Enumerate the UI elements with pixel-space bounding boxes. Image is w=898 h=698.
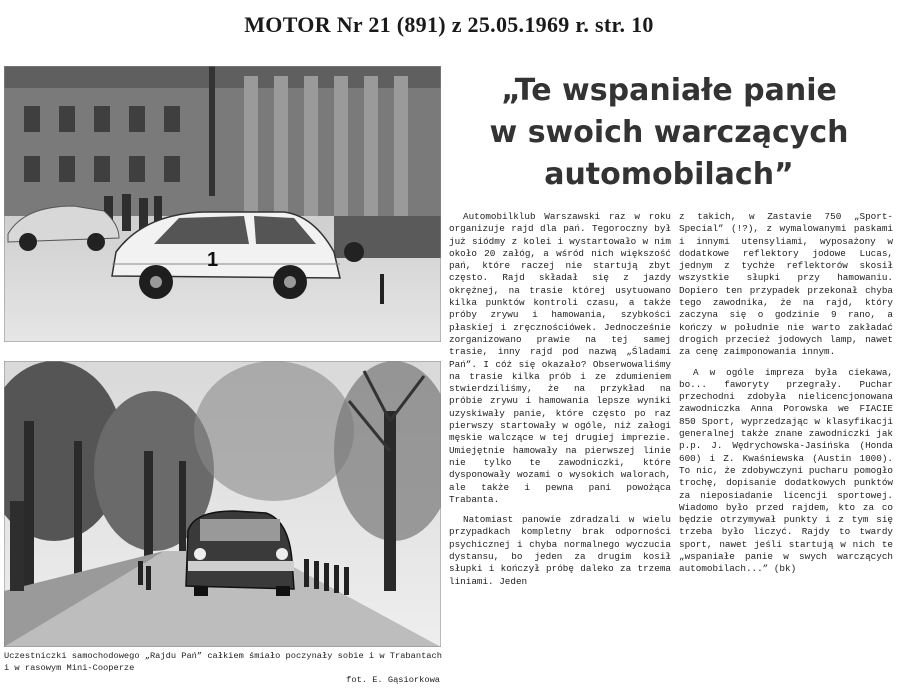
- rally-photo-mini-cooper: [4, 361, 441, 647]
- title-line-1: „Te wspaniałe panie: [501, 73, 837, 108]
- photo-credit: fot. E. Gąsiorkowa: [346, 675, 440, 685]
- article-paragraph: z takich, w Zastavie 750 „Sport-Special” (!?), z wymalowanymi paskami i innymi utensyliami, wyposażony w dodatkowe reflektory jodowe Lucas, jednym z tychże reflektorów skosił wszystkie słupki przy hamowaniu. Dopiero ten przypadek przekonał chyba tego zawodnika, że na rajd, który zaczyna się o godzinie 9 rano, a kończy w południe nie warto zakładać drogich przecież jodowych lamp, nawet za cenę zaimponowania innym.: [679, 211, 893, 358]
- title-line-2: w swoich warczących: [489, 115, 849, 150]
- rally-photo-trabant: [4, 66, 441, 342]
- article-paragraph: A w ogóle impreza była ciekawa, bo... faworyty przegrały. Puchar przechodni zdobyła nielicencjonowana zawodniczka Anna Porowska we FIACIE 850 Sport, wyprzedzając w klasyfikacji generalnej także znane zawodniczki jak p.p. J. Wędrychowska-Jasińska (Honda 600) i Z. Kwaśniewska (Austin 1000). To nic, że zdobywczyni pucharu pomogło trochę, dopisanie dodatkowych punktów za nieposiadanie licencji sportowej. Wiadomo było przed rajdem, kto za co będzie otrzymywał punkty i z tym się trzeba było liczyć. Rajdy to twardy sport, nawet jeśli startują w nich te „wspaniałe panie w swych warczących automobilach...” (bk): [679, 366, 893, 575]
- article-column-1: [449, 211, 671, 698]
- caption-text: Uczestniczki samochodowego „Rajdu Pań” całkiem śmiało poczynały sobie i w Trabantach i w rasowym Mini-Cooperze: [4, 651, 442, 673]
- photo-caption: [4, 650, 444, 686]
- title-line-3: automobilach”: [544, 157, 794, 192]
- article-paragraph: Natomiast panowie zdradzali w wielu przypadkach kompletny brak odporności psychicznej i chyba normalnego wyczucia dystansu, bo jeden za drugim kosił słupki i kończył próbę daleko za trzema liniami. Jeden: [449, 514, 671, 587]
- car-number: 1: [207, 249, 219, 271]
- article-paragraph: Automobilklub Warszawski raz w roku organizuje rajd dla pań. Tegoroczny był już siódmy z kolei i wystartowało w nim około 20 załóg, a wśród nich większość pań, które raczej nie startują zbyt często. Rajd składał się z jazdy okrężnej, na trasie której usytuowano kilka punktów kontroli czasu, a także próby zrywu i hamowania, szybkości płaskiej i zręcznościówek. Jednocześnie zorganizowano prawie na tej samej trasie, inny rajd pod nazwą „Śladami Pań”. I cóż się okazało? Obserwowaliśmy na trasie kilka prób i ze zdumieniem stwierdziliśmy, że na przykład na próbie zrywu i hamowania lepsze wyniki uzyskiwały panie, które często po raz pierwszy startowały w ogóle, niż załogi męskie walczące w tej drugiej imprezie. Umiejętnie hamowały na pierwszej linie nie tylko te zawodniczki, które dysponowały wozami o wysokich walorach, ale także i pewna pani powożąca Trabanta.: [449, 211, 671, 505]
- article-title: [444, 70, 894, 196]
- page-header: MOTOR Nr 21 (891) z 25.05.1969 r. str. 10: [244, 12, 654, 37]
- article-column-2: [679, 211, 893, 698]
